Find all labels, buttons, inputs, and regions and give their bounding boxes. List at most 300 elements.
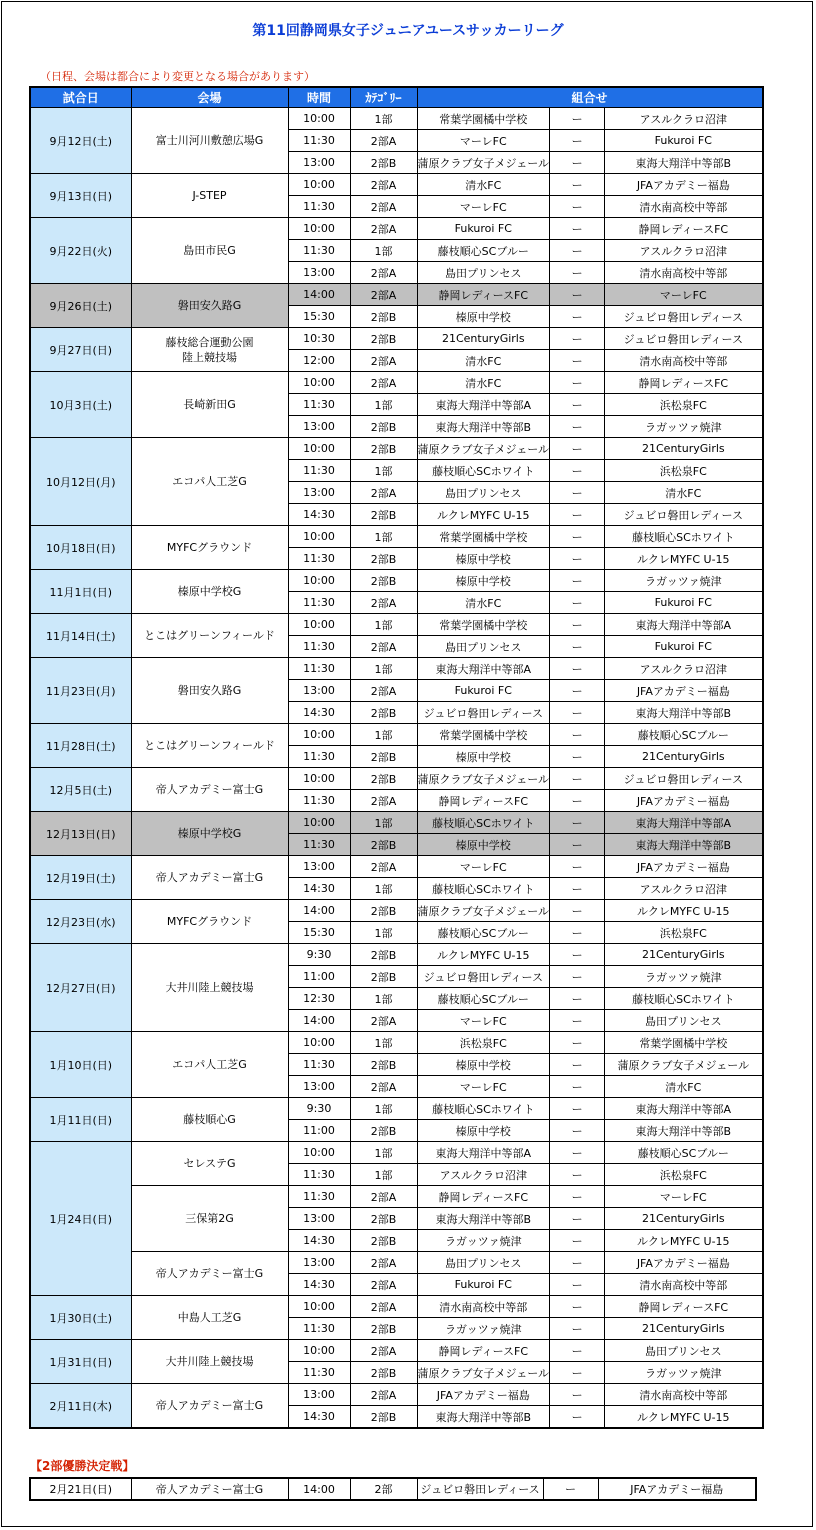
away-team: 東海大翔洋中等部A: [605, 614, 763, 636]
match-time: 10:00: [288, 438, 350, 460]
home-team: 東海大翔洋中等部A: [417, 658, 550, 680]
match-category: 2部B: [350, 152, 417, 174]
versus-dash: ー: [550, 482, 605, 504]
versus-dash: ー: [550, 1208, 605, 1230]
home-team: 島田プリンセス: [417, 482, 550, 504]
match-time: 15:30: [288, 922, 350, 944]
match-time: 11:30: [288, 790, 350, 812]
match-time: 11:00: [288, 1120, 350, 1142]
match-date: 11月28日(土): [30, 724, 131, 768]
away-team: ルクレMYFC U-15: [605, 1230, 763, 1252]
match-time: 14:00: [288, 284, 350, 306]
match-date: 1月31日(日): [30, 1340, 131, 1384]
versus-dash: ー: [550, 702, 605, 724]
match-venue: 富士川河川敷憩広場G: [131, 108, 288, 174]
final-dash: ー: [543, 1478, 598, 1500]
match-venue: 三保第2G: [131, 1186, 288, 1252]
final-time: 14:00: [288, 1478, 350, 1500]
away-team: 21CenturyGirls: [605, 438, 763, 460]
versus-dash: ー: [550, 438, 605, 460]
versus-dash: ー: [550, 548, 605, 570]
match-time: 11:30: [288, 460, 350, 482]
versus-dash: ー: [550, 878, 605, 900]
match-date: 9月13日(日): [30, 174, 131, 218]
match-date: 9月22日(火): [30, 218, 131, 284]
versus-dash: ー: [550, 1186, 605, 1208]
match-category: 2部A: [350, 1010, 417, 1032]
away-team: マーレFC: [605, 284, 763, 306]
versus-dash: ー: [550, 1054, 605, 1076]
away-team: 藤枝順心SCホワイト: [605, 526, 763, 548]
match-time: 13:00: [288, 262, 350, 284]
match-category: 2部A: [350, 636, 417, 658]
versus-dash: ー: [550, 1296, 605, 1318]
home-team: マーレFC: [417, 196, 550, 218]
match-category: 2部B: [350, 834, 417, 856]
away-team: 東海大翔洋中等部A: [605, 812, 763, 834]
match-row: [30, 328, 763, 350]
versus-dash: ー: [550, 592, 605, 614]
match-date: 12月19日(土): [30, 856, 131, 900]
match-venue: 帝人アカデミー富士G: [131, 768, 288, 812]
match-time: 13:00: [288, 1252, 350, 1274]
match-time: 10:00: [288, 724, 350, 746]
versus-dash: ー: [550, 856, 605, 878]
header-matchup: 組合せ: [417, 87, 763, 108]
match-category: 1部: [350, 1032, 417, 1054]
away-team: 浜松泉FC: [605, 460, 763, 482]
away-team: アスルクラロ沼津: [605, 108, 763, 130]
versus-dash: ー: [550, 944, 605, 966]
match-row: [30, 768, 763, 790]
match-category: 2部B: [350, 1406, 417, 1429]
match-date: 10月3日(土): [30, 372, 131, 438]
versus-dash: ー: [550, 834, 605, 856]
match-category: 2部A: [350, 262, 417, 284]
match-category: 2部A: [350, 218, 417, 240]
home-team: Fukuroi FC: [417, 680, 550, 702]
schedule-note: （日程、会場は都合により変更となる場合があります）: [40, 70, 315, 83]
home-team: 藤枝順心SCブルー: [417, 922, 550, 944]
away-team: アスルクラロ沼津: [605, 878, 763, 900]
match-time: 13:00: [288, 856, 350, 878]
final-date: 2月21日(日): [30, 1478, 131, 1500]
match-row: [30, 856, 763, 878]
away-team: ラガッツァ焼津: [605, 416, 763, 438]
home-team: 常葉学園橘中学校: [417, 724, 550, 746]
versus-dash: ー: [550, 1164, 605, 1186]
match-time: 10:00: [288, 108, 350, 130]
match-category: 1部: [350, 108, 417, 130]
match-time: 10:00: [288, 372, 350, 394]
match-category: 2部A: [350, 790, 417, 812]
match-venue: 大井川陸上競技場: [131, 1340, 288, 1384]
final-away-team: JFAアカデミー福島: [598, 1478, 756, 1500]
home-team: ジュビロ磐田レディース: [417, 702, 550, 724]
match-row: [30, 1296, 763, 1318]
versus-dash: ー: [550, 922, 605, 944]
versus-dash: ー: [550, 1274, 605, 1296]
match-row: [30, 570, 763, 592]
match-time: 14:30: [288, 1274, 350, 1296]
match-category: 2部B: [350, 944, 417, 966]
versus-dash: ー: [550, 1362, 605, 1384]
match-time: 9:30: [288, 944, 350, 966]
match-time: 14:30: [288, 504, 350, 526]
match-venue: 榛原中学校G: [131, 812, 288, 856]
away-team: ルクレMYFC U-15: [605, 900, 763, 922]
match-time: 14:00: [288, 1010, 350, 1032]
match-date: 11月23日(月): [30, 658, 131, 724]
home-team: 東海大翔洋中等部A: [417, 394, 550, 416]
match-category: 1部: [350, 878, 417, 900]
match-time: 10:00: [288, 526, 350, 548]
away-team: 浜松泉FC: [605, 1164, 763, 1186]
away-team: 島田プリンセス: [605, 1010, 763, 1032]
match-category: 2部A: [350, 1340, 417, 1362]
final-home-team: ジュビロ磐田レディース: [417, 1478, 543, 1500]
away-team: ラガッツァ焼津: [605, 966, 763, 988]
match-row: [30, 1098, 763, 1120]
home-team: マーレFC: [417, 856, 550, 878]
match-time: 13:00: [288, 1076, 350, 1098]
versus-dash: ー: [550, 460, 605, 482]
header-time: 時間: [288, 87, 350, 108]
away-team: JFAアカデミー福島: [605, 1252, 763, 1274]
versus-dash: ー: [550, 1120, 605, 1142]
match-time: 11:30: [288, 1362, 350, 1384]
away-team: 東海大翔洋中等部B: [605, 152, 763, 174]
home-team: 常葉学園橘中学校: [417, 614, 550, 636]
match-category: 2部B: [350, 966, 417, 988]
away-team: 東海大翔洋中等部B: [605, 834, 763, 856]
home-team: 榛原中学校: [417, 1054, 550, 1076]
match-category: 1部: [350, 812, 417, 834]
home-team: 清水FC: [417, 592, 550, 614]
match-time: 15:30: [288, 306, 350, 328]
versus-dash: ー: [550, 1230, 605, 1252]
versus-dash: ー: [550, 284, 605, 306]
match-time: 13:00: [288, 680, 350, 702]
away-team: 清水南高校中等部: [605, 350, 763, 372]
away-team: 清水南高校中等部: [605, 262, 763, 284]
away-team: 静岡レディースFC: [605, 372, 763, 394]
match-time: 10:00: [288, 1296, 350, 1318]
match-time: 11:30: [288, 1054, 350, 1076]
home-team: 島田プリンセス: [417, 1252, 550, 1274]
home-team: 東海大翔洋中等部B: [417, 1406, 550, 1429]
versus-dash: ー: [550, 350, 605, 372]
match-category: 2部B: [350, 1120, 417, 1142]
match-time: 11:30: [288, 196, 350, 218]
match-time: 10:00: [288, 1340, 350, 1362]
versus-dash: ー: [550, 108, 605, 130]
match-category: 2部A: [350, 856, 417, 878]
match-time: 9:30: [288, 1098, 350, 1120]
match-date: 1月30日(土): [30, 1296, 131, 1340]
away-team: 東海大翔洋中等部B: [605, 702, 763, 724]
versus-dash: ー: [550, 174, 605, 196]
match-category: 2部A: [350, 1186, 417, 1208]
away-team: JFAアカデミー福島: [605, 790, 763, 812]
match-date: 12月27日(日): [30, 944, 131, 1032]
match-category: 2部A: [350, 372, 417, 394]
match-time: 13:00: [288, 1208, 350, 1230]
match-date: 1月10日(日): [30, 1032, 131, 1098]
away-team: Fukuroi FC: [605, 636, 763, 658]
match-row: [30, 1340, 763, 1362]
match-venue: 磐田安久路G: [131, 658, 288, 724]
match-row: [30, 174, 763, 196]
home-team: 蒲原クラブ女子メジェール: [417, 152, 550, 174]
away-team: ルクレMYFC U-15: [605, 548, 763, 570]
match-category: 2部B: [350, 570, 417, 592]
match-row: [30, 658, 763, 680]
match-category: 2部B: [350, 416, 417, 438]
match-category: 2部B: [350, 306, 417, 328]
away-team: アスルクラロ沼津: [605, 240, 763, 262]
home-team: 藤枝順心SCホワイト: [417, 878, 550, 900]
away-team: 21CenturyGirls: [605, 746, 763, 768]
match-time: 11:30: [288, 1318, 350, 1340]
match-category: 2部A: [350, 482, 417, 504]
versus-dash: ー: [550, 372, 605, 394]
home-team: 東海大翔洋中等部B: [417, 416, 550, 438]
match-category: 2部B: [350, 548, 417, 570]
versus-dash: ー: [550, 416, 605, 438]
match-category: 2部B: [350, 900, 417, 922]
match-venue: MYFCグラウンド: [131, 526, 288, 570]
versus-dash: ー: [550, 328, 605, 350]
match-time: 14:00: [288, 900, 350, 922]
match-time: 10:00: [288, 174, 350, 196]
away-team: Fukuroi FC: [605, 130, 763, 152]
home-team: 島田プリンセス: [417, 636, 550, 658]
match-category: 2部B: [350, 702, 417, 724]
match-time: 10:00: [288, 218, 350, 240]
match-row: [30, 900, 763, 922]
match-row: [30, 372, 763, 394]
match-venue: 帝人アカデミー富士G: [131, 856, 288, 900]
match-date: 10月18日(日): [30, 526, 131, 570]
home-team: 常葉学園橘中学校: [417, 108, 550, 130]
match-time: 11:30: [288, 636, 350, 658]
match-time: 11:30: [288, 746, 350, 768]
match-category: 2部B: [350, 1230, 417, 1252]
match-category: 1部: [350, 526, 417, 548]
match-venue: エコパ人工芝G: [131, 438, 288, 526]
away-team: 島田プリンセス: [605, 1340, 763, 1362]
versus-dash: ー: [550, 240, 605, 262]
versus-dash: ー: [550, 1032, 605, 1054]
versus-dash: ー: [550, 988, 605, 1010]
versus-dash: ー: [550, 658, 605, 680]
home-team: ラガッツァ焼津: [417, 1318, 550, 1340]
match-row: [30, 1032, 763, 1054]
home-team: 藤枝順心SCホワイト: [417, 812, 550, 834]
match-time: 14:30: [288, 702, 350, 724]
match-category: 2部B: [350, 768, 417, 790]
match-venue: 榛原中学校G: [131, 570, 288, 614]
home-team: ルクレMYFC U-15: [417, 944, 550, 966]
home-team: 清水FC: [417, 350, 550, 372]
schedule-table: [29, 86, 764, 1429]
match-category: 1部: [350, 988, 417, 1010]
match-row: [30, 1252, 763, 1274]
away-team: 静岡レディースFC: [605, 218, 763, 240]
home-team: 蒲原クラブ女子メジェール: [417, 1362, 550, 1384]
match-row: [30, 1142, 763, 1164]
home-team: 藤枝順心SCホワイト: [417, 1098, 550, 1120]
match-date: 12月5日(土): [30, 768, 131, 812]
match-category: 2部A: [350, 174, 417, 196]
match-row: [30, 944, 763, 966]
match-date: 1月11日(日): [30, 1098, 131, 1142]
match-venue: とこはグリーンフィールド: [131, 724, 288, 768]
match-time: 14:30: [288, 1406, 350, 1429]
away-team: アスルクラロ沼津: [605, 658, 763, 680]
away-team: 清水南高校中等部: [605, 1384, 763, 1406]
away-team: 藤枝順心SCホワイト: [605, 988, 763, 1010]
home-team: 東海大翔洋中等部B: [417, 1208, 550, 1230]
match-date: 10月12日(月): [30, 438, 131, 526]
match-venue: 中島人工芝G: [131, 1296, 288, 1340]
away-team: 蒲原クラブ女子メジェール: [605, 1054, 763, 1076]
home-team: 榛原中学校: [417, 548, 550, 570]
match-venue: セレステG: [131, 1142, 288, 1186]
home-team: 榛原中学校: [417, 570, 550, 592]
match-time: 11:00: [288, 966, 350, 988]
match-row: [30, 218, 763, 240]
versus-dash: ー: [550, 526, 605, 548]
page-title: 第11回静岡県女子ジュニアユースサッカーリーグ: [252, 23, 564, 39]
match-time: 11:30: [288, 1186, 350, 1208]
match-category: 2部A: [350, 680, 417, 702]
away-team: 藤枝順心SCブルー: [605, 1142, 763, 1164]
match-time: 10:00: [288, 570, 350, 592]
match-date: 2月11日(木): [30, 1384, 131, 1429]
match-row: [30, 1384, 763, 1406]
away-team: 21CenturyGirls: [605, 944, 763, 966]
match-venue: エコパ人工芝G: [131, 1032, 288, 1098]
home-team: ルクレMYFC U-15: [417, 504, 550, 526]
home-team: 榛原中学校: [417, 746, 550, 768]
match-time: 10:30: [288, 328, 350, 350]
away-team: ジュビロ磐田レディース: [605, 306, 763, 328]
match-category: 1部: [350, 1098, 417, 1120]
match-category: 2部B: [350, 438, 417, 460]
away-team: 浜松泉FC: [605, 922, 763, 944]
away-team: 静岡レディースFC: [605, 1296, 763, 1318]
match-category: 1部: [350, 724, 417, 746]
versus-dash: ー: [550, 262, 605, 284]
table-header-row: [30, 87, 763, 108]
match-category: 2部A: [350, 350, 417, 372]
match-time: 11:30: [288, 1164, 350, 1186]
match-time: 12:30: [288, 988, 350, 1010]
match-category: 1部: [350, 922, 417, 944]
home-team: 常葉学園橘中学校: [417, 526, 550, 548]
match-category: 1部: [350, 614, 417, 636]
home-team: 清水FC: [417, 372, 550, 394]
match-category: 2部B: [350, 1208, 417, 1230]
match-venue: 藤枝順心G: [131, 1098, 288, 1142]
match-row: [30, 526, 763, 548]
match-category: 1部: [350, 1164, 417, 1186]
match-venue: J-STEP: [131, 174, 288, 218]
match-date: 1月24日(日): [30, 1142, 131, 1296]
away-team: 21CenturyGirls: [605, 1318, 763, 1340]
match-row: [30, 438, 763, 460]
match-time: 10:00: [288, 812, 350, 834]
match-category: 2部A: [350, 1076, 417, 1098]
match-time: 13:00: [288, 152, 350, 174]
match-category: 2部A: [350, 284, 417, 306]
match-date: 11月14日(土): [30, 614, 131, 658]
match-time: 10:00: [288, 768, 350, 790]
match-date: 11月1日(日): [30, 570, 131, 614]
versus-dash: ー: [550, 724, 605, 746]
match-venue: 島田市民G: [131, 218, 288, 284]
away-team: 清水南高校中等部: [605, 1274, 763, 1296]
match-row: [30, 1186, 763, 1208]
match-category: 1部: [350, 658, 417, 680]
home-team: 静岡レディースFC: [417, 1186, 550, 1208]
header-venue: 会場: [131, 87, 288, 108]
match-time: 11:30: [288, 130, 350, 152]
home-team: 島田プリンセス: [417, 262, 550, 284]
match-date: 9月27日(日): [30, 328, 131, 372]
match-venue: 帝人アカデミー富士G: [131, 1252, 288, 1296]
away-team: ジュビロ磐田レディース: [605, 328, 763, 350]
match-row: [30, 724, 763, 746]
match-venue: 大井川陸上競技場: [131, 944, 288, 1032]
match-time: 14:30: [288, 878, 350, 900]
match-category: 2部B: [350, 1054, 417, 1076]
versus-dash: ー: [550, 1318, 605, 1340]
versus-dash: ー: [550, 1076, 605, 1098]
versus-dash: ー: [550, 966, 605, 988]
match-row: [30, 614, 763, 636]
match-time: 11:30: [288, 394, 350, 416]
match-time: 10:00: [288, 1032, 350, 1054]
away-team: 藤枝順心SCブルー: [605, 724, 763, 746]
match-venue: 藤枝総合運動公園 陸上競技場: [131, 328, 288, 372]
match-venue: 磐田安久路G: [131, 284, 288, 328]
home-team: マーレFC: [417, 1010, 550, 1032]
versus-dash: ー: [550, 812, 605, 834]
match-date: 12月13日(日): [30, 812, 131, 856]
match-category: 2部A: [350, 1252, 417, 1274]
match-category: 2部A: [350, 130, 417, 152]
versus-dash: ー: [550, 636, 605, 658]
versus-dash: ー: [550, 1384, 605, 1406]
final-section-label: 【2部優勝決定戦】: [30, 1459, 135, 1473]
home-team: 静岡レディースFC: [417, 284, 550, 306]
match-category: 2部B: [350, 328, 417, 350]
match-time: 11:30: [288, 548, 350, 570]
header-date: 試合日: [30, 87, 131, 108]
home-team: Fukuroi FC: [417, 218, 550, 240]
final-match-table: [29, 1477, 757, 1501]
schedule-body: [30, 108, 763, 1429]
versus-dash: ー: [550, 1098, 605, 1120]
match-time: 12:00: [288, 350, 350, 372]
away-team: 常葉学園橘中学校: [605, 1032, 763, 1054]
match-category: 2部A: [350, 592, 417, 614]
match-time: 13:00: [288, 1384, 350, 1406]
versus-dash: ー: [550, 196, 605, 218]
